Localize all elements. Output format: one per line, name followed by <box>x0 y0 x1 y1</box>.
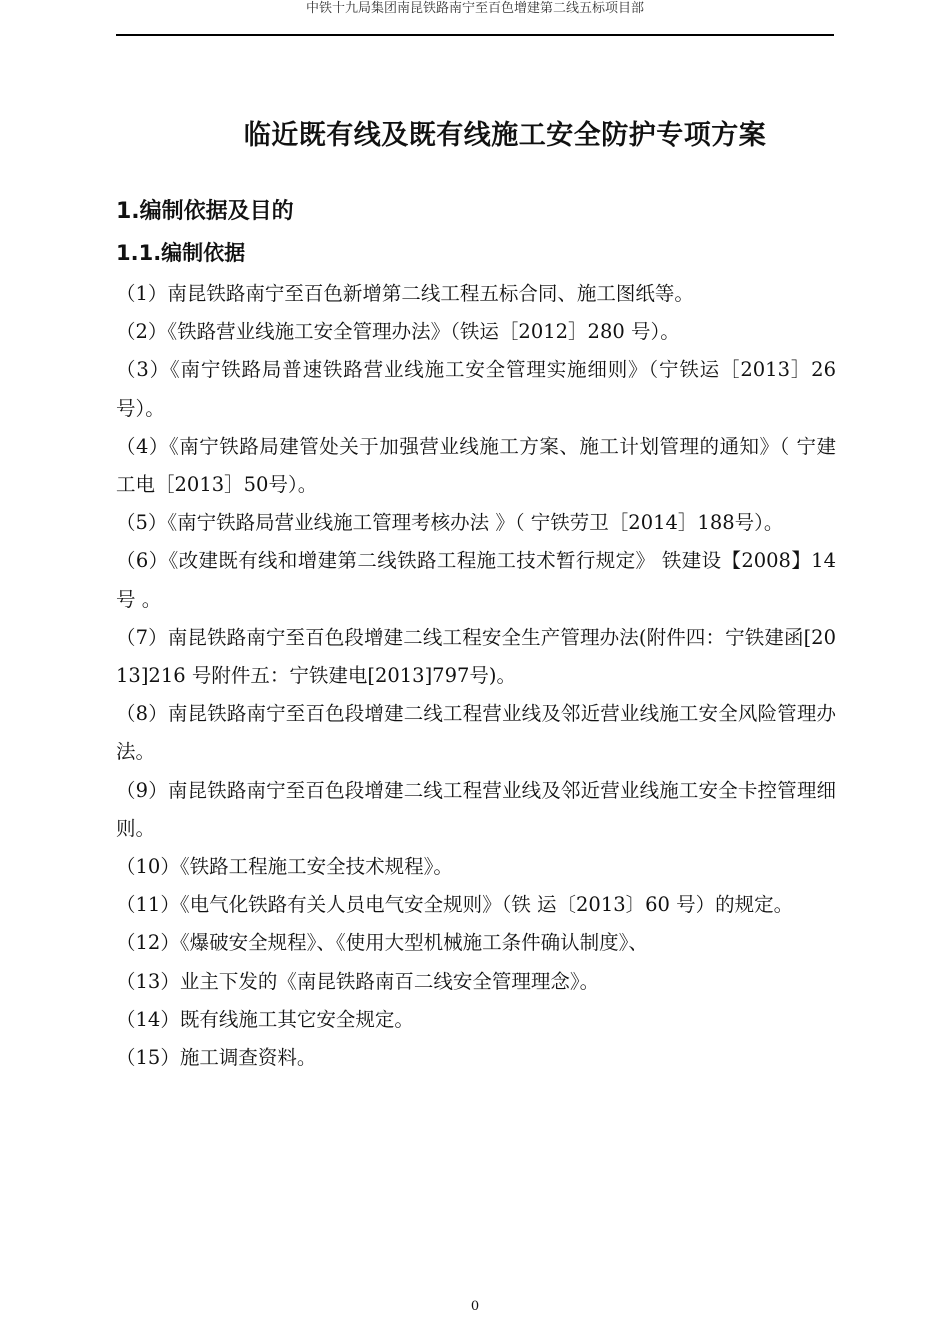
subsection-heading: 1.1.编制依据 <box>116 241 246 265</box>
basis-item: （5）《南宁铁路局营业线施工管理考核办法 》（ 宁铁劳卫［2014］188号）。 <box>116 511 784 535</box>
basis-item: （13）业主下发的《南昆铁路南百二线安全管理理念》。 <box>116 969 600 993</box>
basis-item: （15）施工调查资料。 <box>116 1046 317 1070</box>
basis-item: （9）南昆铁路南宁至百色段增建二线工程营业线及邻近营业线施工安全卡控管理细则。 <box>116 778 836 840</box>
basis-item: （7）南昆铁路南宁至百色段增建二线工程安全生产管理办法(附件四：宁铁建函[2013]216 号附件五：宁铁建电[2013]797号)。 <box>116 625 836 688</box>
basis-item: （12）《爆破安全规程》、《使用大型机械施工条件确认制度》、 <box>116 931 648 955</box>
basis-item: （6）《改建既有线和增建第二线铁路工程施工技术暂行规定》 铁建设【2008】14 号 。 <box>116 549 836 611</box>
page-header: 中铁十九局集团南昆铁路南宁至百色增建第二线五标项目部 <box>305 1 644 16</box>
page-number: 0 <box>470 1299 480 1314</box>
document-title: 临近既有线及既有线施工安全防护专项方案 <box>243 120 767 151</box>
basis-item: （10）《铁路工程施工安全技术规程》。 <box>116 855 453 879</box>
basis-item: （14）既有线施工其它安全规定。 <box>116 1007 414 1031</box>
section-heading: 1.编制依据及目的 <box>116 199 294 224</box>
basis-item: （3）《南宁铁路局普速铁路营业线施工安全管理实施细则》（宁铁运［2013］26号）。 <box>116 358 836 420</box>
basis-item: （1）南昆铁路南宁至百色新增第二线工程五标合同、施工图纸等。 <box>116 282 694 305</box>
header-divider <box>116 34 834 36</box>
basis-item: （11）《电气化铁路有关人员电气安全规则》（铁 运〔2013〕60 号）的规定。 <box>116 893 794 917</box>
basis-item: （4）《南宁铁路局建管处关于加强营业线施工方案、施工计划管理的通知》（ 宁建工电［2013］50号）。 <box>116 434 836 497</box>
basis-item: （2）《铁路营业线施工安全管理办法》（铁运［2012］280 号）。 <box>116 320 680 344</box>
basis-item: （8）南昆铁路南宁至百色段增建二线工程营业线及邻近营业线施工安全风险管理办法。 <box>116 702 836 764</box>
document-body <box>116 193 836 1077</box>
